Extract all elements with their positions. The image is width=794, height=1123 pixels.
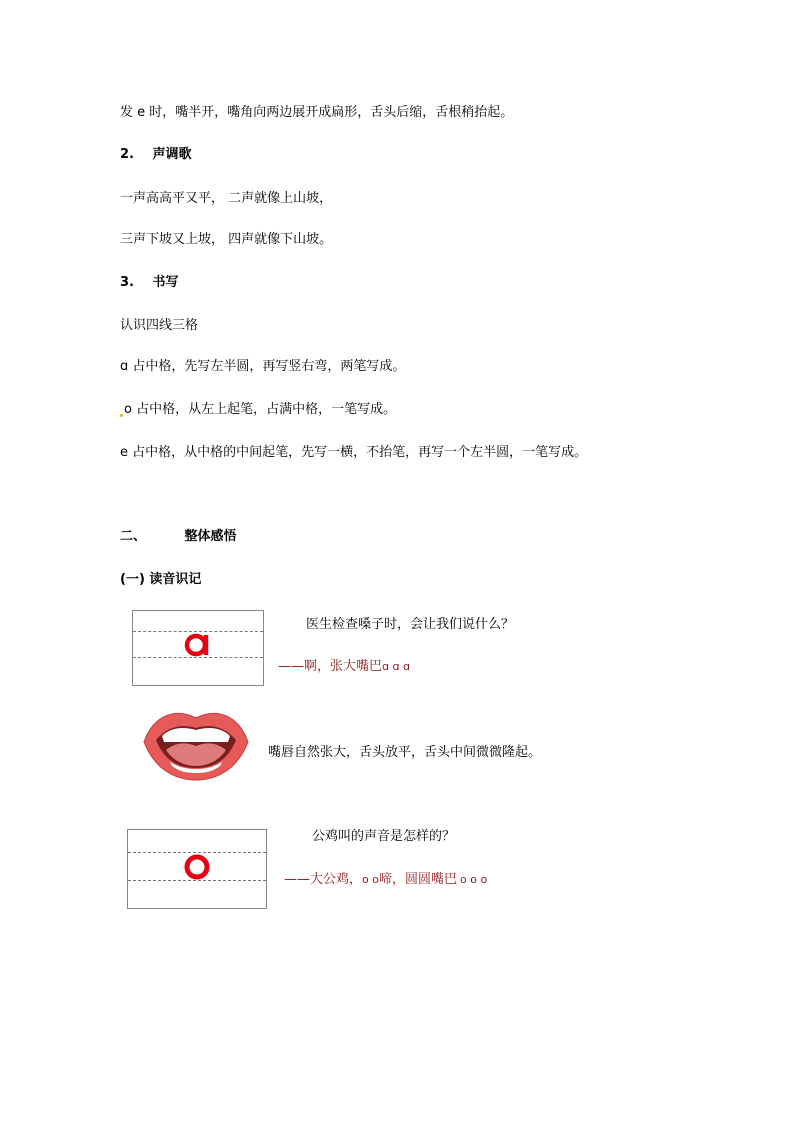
pinyin-e-description: 发 e 时，嘴半开，嘴角向两边展开成扁形，舌头后缩，舌根稍抬起。 — [120, 105, 514, 120]
subsection-1-heading: (一) 读音识记 — [120, 572, 202, 587]
writing-rule-e: e 占中格，从中格的中间起笔，先写一横，不抬笔，再写一个左半圆，一笔写成。 — [120, 445, 588, 460]
part-2-heading — [120, 528, 237, 546]
letter-o-graphic — [181, 851, 213, 883]
section-2-title: 声调歌 — [152, 147, 192, 162]
four-line-grid-o — [127, 829, 267, 909]
open-mouth-illustration — [140, 706, 252, 782]
marker-dot — [120, 414, 123, 417]
writing-rule-o: o 占中格，从左上起笔，占满中格，一笔写成。 — [120, 401, 396, 419]
section-3-number: 3. — [120, 275, 134, 290]
question-a: 医生检查嗓子时，会让我们说什么？ — [306, 617, 515, 632]
section-2-heading — [120, 146, 192, 164]
section-3-heading — [120, 274, 179, 292]
section-2-number: 2. — [120, 147, 134, 162]
grid-intro: 认识四线三格 — [120, 318, 199, 333]
part-2-title: 整体感悟 — [184, 529, 237, 544]
part-2-number: 二、 — [120, 529, 147, 544]
letter-a-graphic — [183, 629, 213, 661]
question-o: 公鸡叫的声音是怎样的？ — [312, 829, 456, 844]
tone-song-line-2: 三声下坡又上坡， 四声就像下山坡。 — [120, 232, 333, 247]
section-3-title: 书写 — [152, 275, 179, 290]
writing-rule-a: ɑ 占中格，先写左半圆，再写竖右弯，两笔写成。 — [120, 359, 406, 374]
answer-o: ——大公鸡，o o啼，圆圆嘴巴 o o o — [284, 872, 488, 887]
four-line-grid-a — [132, 610, 264, 686]
answer-a: ——啊，张大嘴巴ɑ ɑ ɑ — [278, 659, 410, 674]
mouth-description: 嘴唇自然张大，舌头放平，舌头中间微微隆起。 — [268, 745, 542, 760]
tone-song-line-1: 一声高高平又平， 二声就像上山坡， — [120, 191, 333, 206]
